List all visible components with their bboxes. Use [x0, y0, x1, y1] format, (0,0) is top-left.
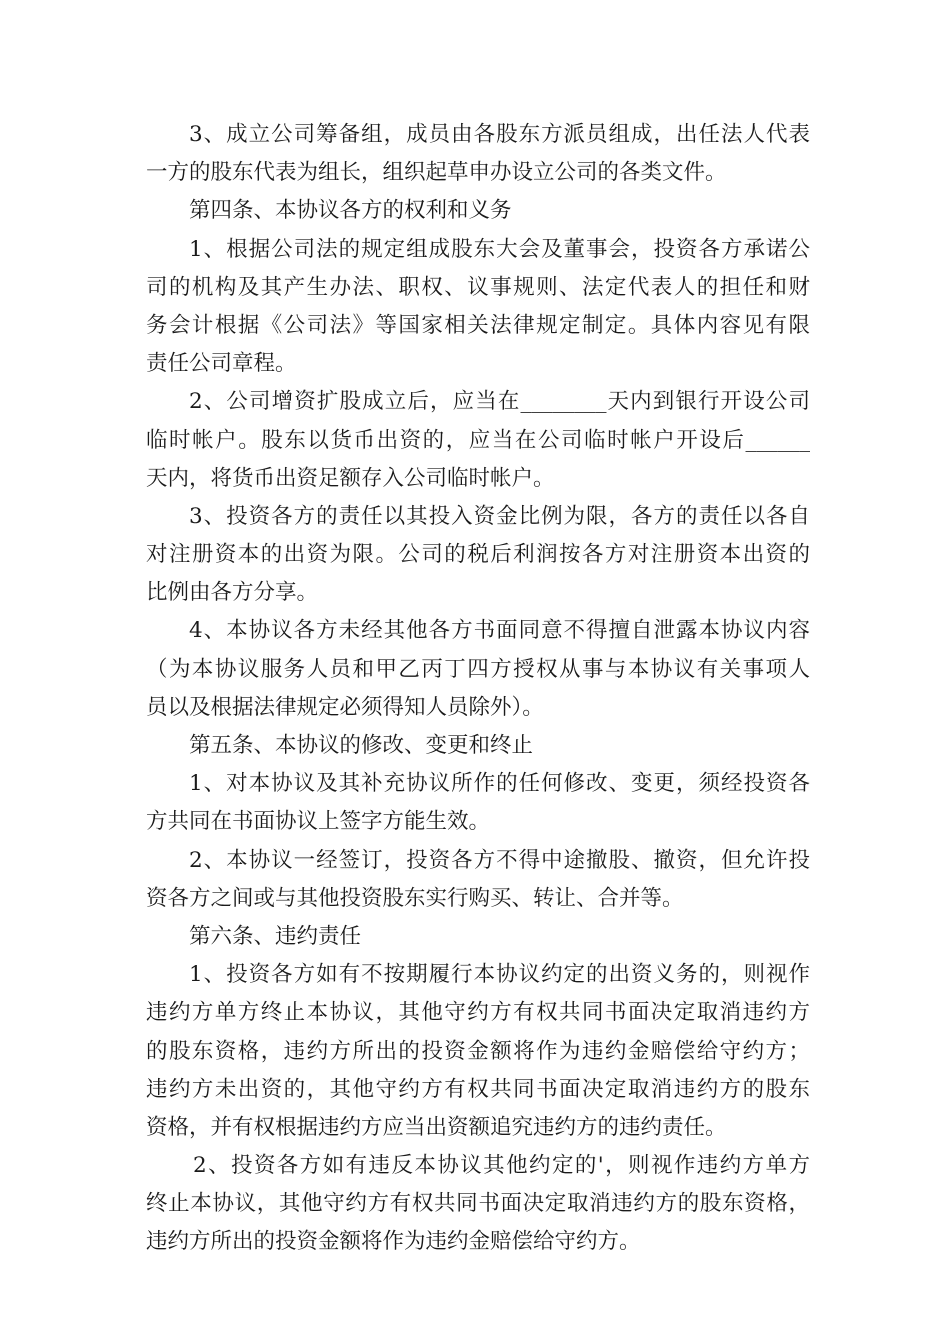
paragraph-line: 违约方未出资的，其他守约方有权共同书面决定取消违约方的股东: [146, 1076, 810, 1102]
paragraph-line: 员以及根据法律规定必须得知人员除外）。: [146, 694, 544, 720]
paragraph-line: 3、投资各方的责任以其投入资金比例为限，各方的责任以各自: [189, 503, 810, 529]
paragraph-line: 2、投资各方如有违反本协议其他约定的'，则视作违约方单方: [193, 1153, 810, 1179]
paragraph-line: 2、公司增资扩股成立后，应当在________天内到银行开设公司: [189, 389, 810, 415]
document-body: [146, 116, 810, 1262]
section-heading: 第四条、本协议各方的权利和义务: [189, 198, 512, 224]
paragraph-line: 的股东资格，违约方所出的投资金额将作为违约金赔偿给守约方；: [146, 1038, 810, 1064]
paragraph-line: 一方的股东代表为组长，组织起草申办设立公司的各类文件。: [146, 160, 727, 186]
paragraph-line: 比例由各方分享。: [146, 580, 319, 606]
paragraph-line: 终止本协议，其他守约方有权共同书面决定取消违约方的股东资格，: [146, 1191, 810, 1217]
paragraph-line: 3、成立公司筹备组，成员由各股东方派员组成，出任法人代表: [189, 122, 810, 147]
paragraph-line: （为本协议服务人员和甲乙丙丁四方授权从事与本协议有关事项人: [146, 656, 810, 682]
section-heading: 第五条、本协议的修改、变更和终止: [189, 733, 534, 758]
paragraph-line: 违约方单方终止本协议，其他守约方有权共同书面决定取消违约方: [146, 1000, 810, 1026]
paragraph-line: 方共同在书面协议上签字方能生效。: [146, 809, 491, 835]
paragraph-line: 临时帐户。股东以货币出资的，应当在公司临时帐户开设后______: [146, 427, 810, 453]
paragraph-line: 1、投资各方如有不按期履行本协议约定的出资义务的，则视作: [189, 962, 810, 988]
paragraph-line: 2、本协议一经签订，投资各方不得中途撤股、撤资，但允许投: [189, 847, 810, 873]
paragraph-line: 4、本协议各方未经其他各方书面同意不得擅自泄露本协议内容: [189, 618, 810, 644]
paragraph-line: 1、对本协议及其补充协议所作的任何修改、变更，须经投资各: [189, 771, 810, 797]
paragraph-line: 对注册资本的出资为限。公司的税后利润按各方对注册资本出资的: [146, 542, 810, 568]
paragraph-line: 责任公司章程。: [146, 351, 297, 377]
paragraph-line: 1、根据公司法的规定组成股东大会及董事会，投资各方承诺公: [189, 236, 810, 262]
paragraph-line: 天内，将货币出资足额存入公司临时帐户。: [146, 465, 555, 491]
paragraph-line: 务会计根据《公司法》等国家相关法律规定制定。具体内容见有限: [146, 312, 810, 338]
paragraph-line: 司的机构及其产生办法、职权、议事规则、法定代表人的担任和财: [146, 274, 810, 300]
paragraph-line: 违约方所出的投资金额将作为违约金赔偿给守约方。: [146, 1229, 641, 1255]
paragraph-line: 资各方之间或与其他投资股东实行购买、转让、合并等。: [146, 885, 684, 911]
paragraph-line: 资格，并有权根据违约方应当出资额追究违约方的违约责任。: [146, 1114, 727, 1140]
section-heading: 第六条、违约责任: [189, 923, 362, 949]
